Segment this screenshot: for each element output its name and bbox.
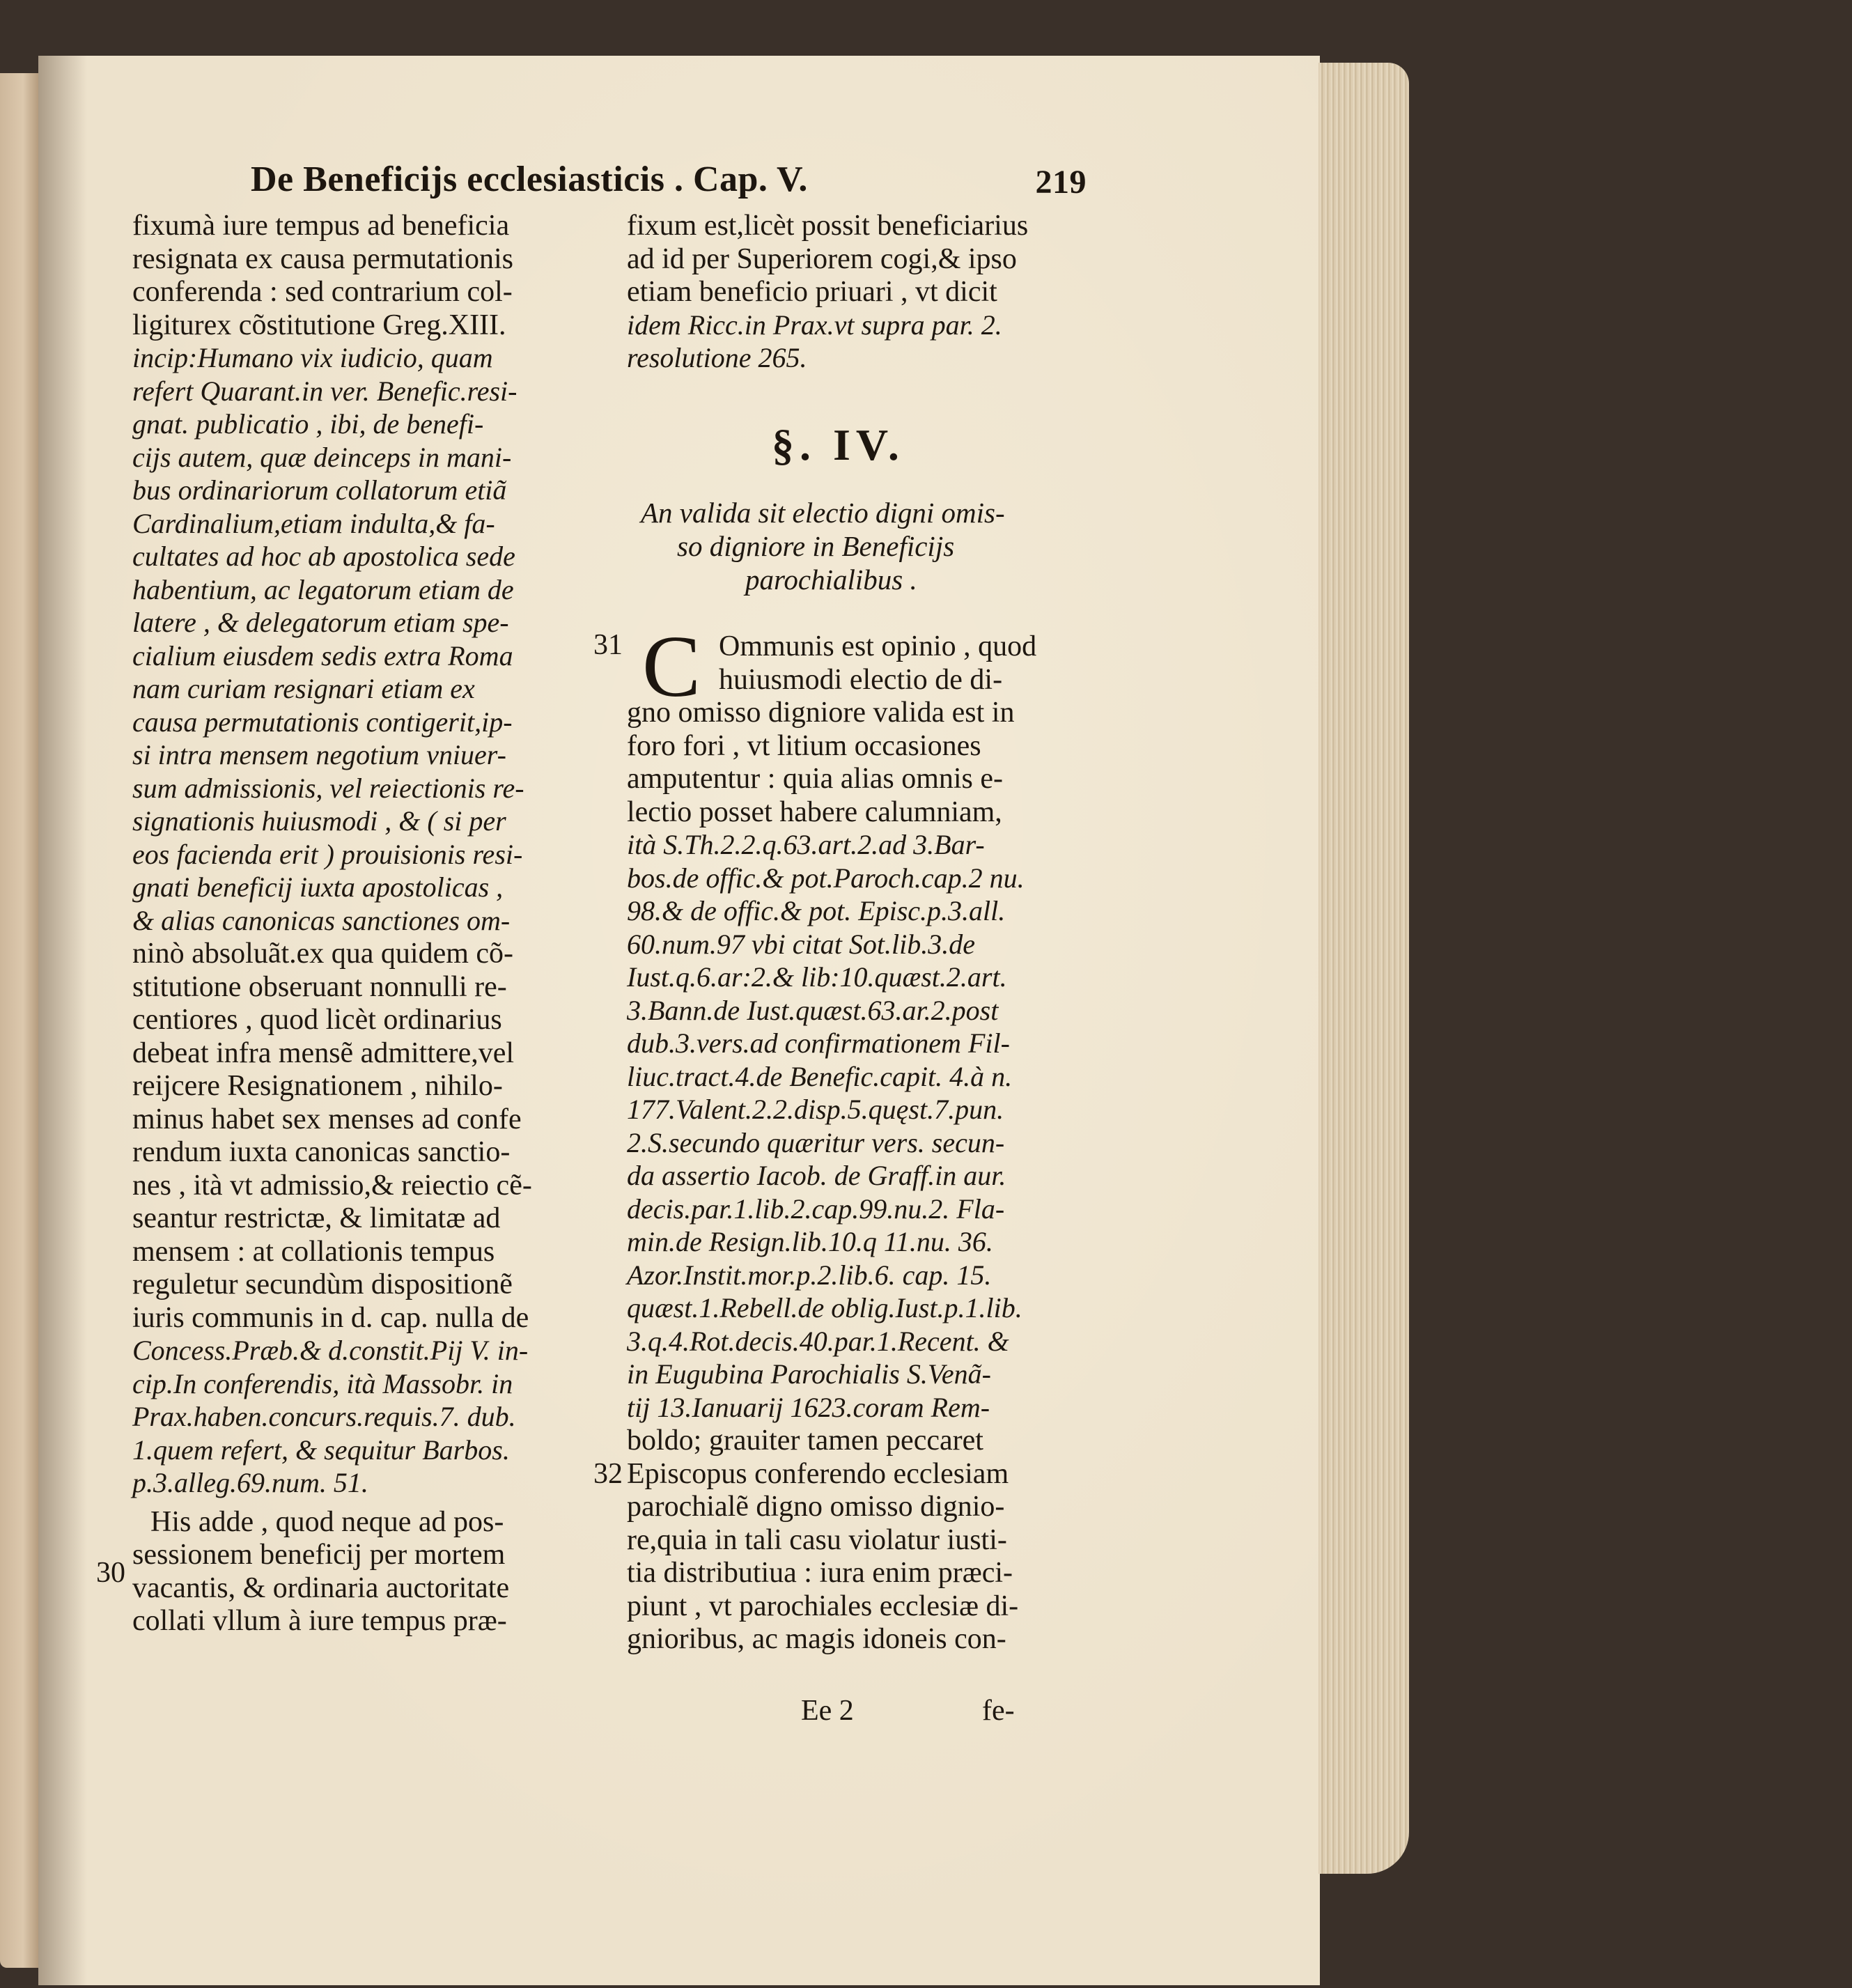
text-line: liuc.tract.4.de Benefic.capit. 4.à n. xyxy=(627,1060,1013,1092)
text-line: 60.num.97 vbi citat Sot.lib.3.de xyxy=(627,928,975,960)
text-line: Concess.Præb.& d.constit.Pij V. in- xyxy=(132,1335,529,1366)
text-line: piunt , vt parochiales ecclesiæ di- xyxy=(627,1590,1019,1622)
text-line: nes , ità vt admissio,& reiectio cẽ- xyxy=(132,1169,532,1202)
page-block-edges xyxy=(1318,63,1409,1874)
text-line: idem Ricc.in Prax.vt supra par. 2. xyxy=(627,309,1002,341)
text-line: nam curiam resignari etiam ex xyxy=(132,673,475,704)
text-line: parochialẽ digno omisso dignio- xyxy=(627,1491,1005,1523)
subtitle-line: An valida sit electio digni omis- xyxy=(641,497,1005,529)
text-line: quæst.1.Rebell.de oblig.Iust.p.1.lib. xyxy=(627,1292,1022,1323)
text-line: si intra mensem negotium vniuer- xyxy=(132,739,506,770)
text-line: ad id per Superiorem cogi,& ipso xyxy=(627,242,1017,275)
text-line: Episcopus conferendo ecclesiam xyxy=(627,1457,1009,1490)
text-line: 2.S.secundo quæritur vers. secun- xyxy=(627,1126,1005,1158)
page-number: 219 xyxy=(1035,164,1087,201)
text-line: reijcere Resignationem , nihilo- xyxy=(132,1070,503,1102)
text-line: fixumà iure tempus ad beneficia xyxy=(132,210,510,242)
text-line: cultates ad hoc ab apostolica sede xyxy=(132,541,515,572)
catchword: fe- xyxy=(982,1695,1015,1727)
text-line: 3.Bann.de Iust.quæst.63.ar.2.post xyxy=(627,994,999,1026)
text-line: vacantis, & ordinaria auctoritate xyxy=(132,1571,510,1604)
text-line: 3.q.4.Rot.decis.40.par.1.Recent. & xyxy=(627,1325,1009,1357)
text-line: gnati beneficij iuxta apostolicas , xyxy=(132,871,504,903)
text-line: cijs autem, quæ deinceps in mani- xyxy=(132,441,512,473)
text-line: sessionem beneficij per mortem xyxy=(132,1539,506,1571)
text-line: 98.& de offic.& pot. Episc.p.3.all. xyxy=(627,895,1006,926)
text-line: causa permutationis contigerit,ip- xyxy=(132,706,513,738)
text-line: resignata ex causa permutationis xyxy=(132,242,513,275)
margin-number-32: 32 xyxy=(593,1458,623,1490)
text-line: bus ordinariorum collatorum etiã xyxy=(132,474,507,506)
text-line: latere , & delegatorum etiam spe- xyxy=(132,607,509,638)
text-line: decis.par.1.lib.2.cap.99.nu.2. Fla- xyxy=(627,1193,1005,1225)
running-head-title: De Beneficijs ecclesiasticis . Cap. V. xyxy=(251,160,808,199)
text-line: iuris communis in d. cap. nulla de xyxy=(132,1301,529,1334)
text-line: etiam beneficio priuari , vt dicit xyxy=(627,276,997,308)
text-line: boldo; grauiter tamen peccaret xyxy=(627,1424,983,1457)
text-line: ità S.Th.2.2.q.63.art.2.ad 3.Bar- xyxy=(627,829,985,860)
running-header xyxy=(251,159,1087,208)
text-line: Azor.Instit.mor.p.2.lib.6. cap. 15. xyxy=(627,1259,992,1291)
text-line: ninò absoluãt.ex qua quidem cõ- xyxy=(132,938,514,970)
text-line: debeat infra mensẽ admittere,vel xyxy=(132,1036,515,1069)
text-line: fixum est,licèt possit beneficiarius xyxy=(627,210,1029,242)
signature-mark: Ee 2 xyxy=(801,1695,854,1727)
text-line: seantur restrictæ, & limitatæ ad xyxy=(132,1202,501,1234)
text-line: collati vllum à iure tempus præ- xyxy=(132,1605,507,1637)
section-heading: §. IV. xyxy=(772,420,905,469)
text-line: bos.de offic.& pot.Paroch.cap.2 nu. xyxy=(627,862,1025,894)
text-line: habentium, ac legatorum etiam de xyxy=(132,573,514,605)
text-line: His adde , quod neque ad pos- xyxy=(150,1505,504,1538)
text-line: Ommunis est opinio , quod xyxy=(719,630,1037,662)
text-line: huiusmodi electio de di- xyxy=(719,663,1003,696)
text-line: stitutione obseruant nonnulli re- xyxy=(132,970,507,1003)
text-line: 1.quem refert, & sequitur Barbos. xyxy=(132,1434,510,1466)
text-line: p.3.alleg.69.num. 51. xyxy=(132,1467,368,1498)
text-line: reguletur secundùm dispositionẽ xyxy=(132,1268,513,1300)
text-line: lectio posset habere calumniam, xyxy=(627,795,1002,828)
text-line: sum admissionis, vel reiectionis re- xyxy=(132,772,524,804)
text-line: ligiturex cõstitutione Greg.XIII. xyxy=(132,309,506,341)
text-line: conferenda : sed contrarium col- xyxy=(132,276,513,308)
text-line: Iust.q.6.ar:2.& lib:10.quæst.2.art. xyxy=(627,961,1007,993)
text-line: incip:Humano vix iudicio, quam xyxy=(132,342,493,373)
page-gutter-shadow xyxy=(38,56,87,1985)
text-line: min.de Resign.lib.10.q 11.nu. 36. xyxy=(627,1226,993,1257)
text-line: re,quia in tali casu violatur iusti- xyxy=(627,1523,1007,1556)
text-line: foro fori , vt litium occasiones xyxy=(627,729,981,762)
subtitle-line: parochialibus . xyxy=(745,564,917,596)
text-line: resolutione 265. xyxy=(627,342,807,373)
text-line: in Eugubina Parochialis S.Venã- xyxy=(627,1358,991,1390)
text-line: Prax.haben.concurs.requis.7. dub. xyxy=(132,1401,516,1432)
text-line: refert Quarant.in ver. Benefic.resi- xyxy=(132,375,518,407)
facing-page-edge xyxy=(0,73,38,1968)
subtitle-line: so digniore in Beneficijs xyxy=(677,530,955,562)
text-line: da assertio Iacob. de Graff.in aur. xyxy=(627,1160,1006,1191)
text-line: mensem : at collationis tempus xyxy=(132,1235,495,1268)
text-line: Cardinalium,etiam indulta,& fa- xyxy=(132,507,495,539)
text-line: gnat. publicatio , ibi, de benefi- xyxy=(132,408,484,440)
drop-cap: C xyxy=(642,619,701,715)
text-line: tij 13.Ianuarij 1623.coram Rem- xyxy=(627,1391,990,1423)
margin-number-31: 31 xyxy=(593,629,623,661)
text-line: cialium eiusdem sedis extra Roma xyxy=(132,639,513,671)
text-line: & alias canonicas sanctiones om- xyxy=(132,904,511,936)
text-line: minus habet sex menses ad confe xyxy=(132,1103,522,1135)
text-line: gno omisso digniore valida est in xyxy=(627,697,1015,729)
text-line: cip.In conferendis, ità Massobr. in xyxy=(132,1367,513,1399)
text-line: signationis huiusmodi , & ( si per xyxy=(132,805,506,837)
text-line: 177.Valent.2.2.disp.5.quęst.7.pun. xyxy=(627,1094,1004,1125)
text-line: eos facienda erit ) prouisionis resi- xyxy=(132,838,523,870)
text-line: rendum iuxta canonicas sanctio- xyxy=(132,1136,511,1168)
text-line: gnioribus, ac magis idoneis con- xyxy=(627,1623,1006,1655)
text-line: amputentur : quia alias omnis e- xyxy=(627,763,1004,795)
text-line: tia distributiua : iura enim præci- xyxy=(627,1557,1013,1589)
margin-number-30: 30 xyxy=(96,1557,125,1589)
text-line: centiores , quod licèt ordinarius xyxy=(132,1004,502,1036)
text-line: dub.3.vers.ad confirmationem Fil- xyxy=(627,1027,1010,1059)
